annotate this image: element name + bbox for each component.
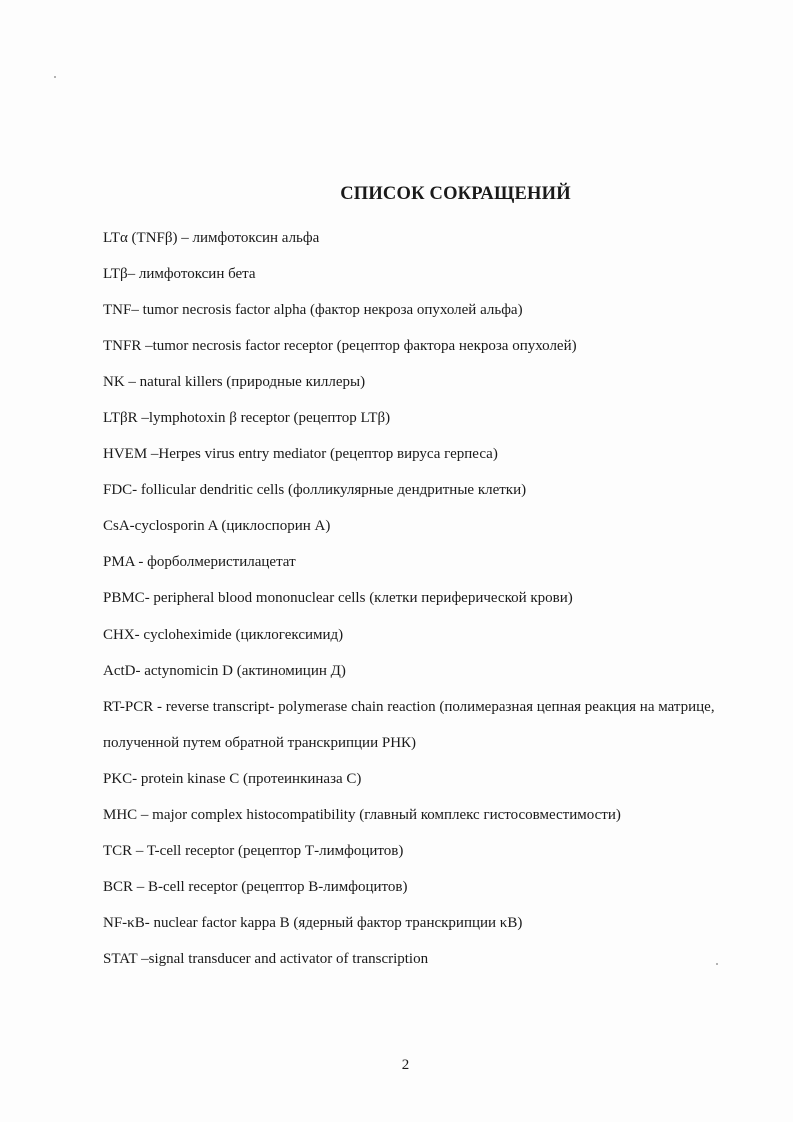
page-number: 2 [401,1057,410,1073]
abbreviation-entry: ActD- actynomicin D (актиномицин Д) [103,662,346,679]
abbreviation-entry: LTβR –lymphotoxin β receptor (рецептор LTβ) [103,410,391,427]
abbreviation-entry: TCR – T-cell receptor (рецептор Т-лимфоцитов) [103,842,404,859]
abbreviation-entry: RT-PCR - reverse transcript- polymerase chain reaction (полимеразная цепная реакция на матрице, [103,698,715,715]
abbreviation-entry: FDC- follicular dendritic cells (фолликулярные дендритные клетки) [103,482,527,499]
abbreviation-entry: PBMC- peripheral blood mononuclear cells (клетки периферической крови) [103,590,573,607]
abbreviation-entry-continuation: полученной путем обратной транскрипции РНК) [103,734,417,751]
abbreviation-entry: TNF– tumor necrosis factor alpha (фактор некроза опухолей альфа) [103,302,523,319]
abbreviation-entry: LTβ– лимфотоксин бета [103,266,256,283]
abbreviation-entry: STAT –signal transducer and activator of transcription [103,950,429,967]
abbreviation-entry: CsA-cyclosporin A (циклоспорин А) [103,518,331,535]
abbreviation-entry: HVEM –Herpes virus entry mediator (рецептор вируса герпеса) [103,446,498,463]
abbreviation-entry: PKC- protein kinase C (протеинкиназа С) [103,770,362,787]
abbreviation-entry: TNFR –tumor necrosis factor receptor (рецептор фактора некроза опухолей) [103,338,577,355]
scan-speck [54,76,56,78]
abbreviation-entry: LTα (TNFβ) – лимфотоксин альфа [103,230,320,246]
abbreviation-entry: MHC – major complex histocompatibility (главный комплекс гистосовместимости) [103,806,621,823]
page-title: СПИСОК СОКРАЩЕНИЙ [340,184,571,204]
scan-speck [716,963,718,965]
abbreviation-entry: NK – natural killers (природные киллеры) [103,374,366,391]
abbreviation-list [103,228,773,985]
abbreviation-entry: PMA - форболмеристилацетат [103,554,296,571]
abbreviation-entry: NF-κB- nuclear factor kappa B (ядерный фактор транскрипции κВ) [103,914,523,931]
abbreviation-entry: BCR – B-cell receptor (рецептор В-лимфоцитов) [103,878,408,895]
abbreviation-entry: CHX- cycloheximide (циклогексимид) [103,626,344,643]
